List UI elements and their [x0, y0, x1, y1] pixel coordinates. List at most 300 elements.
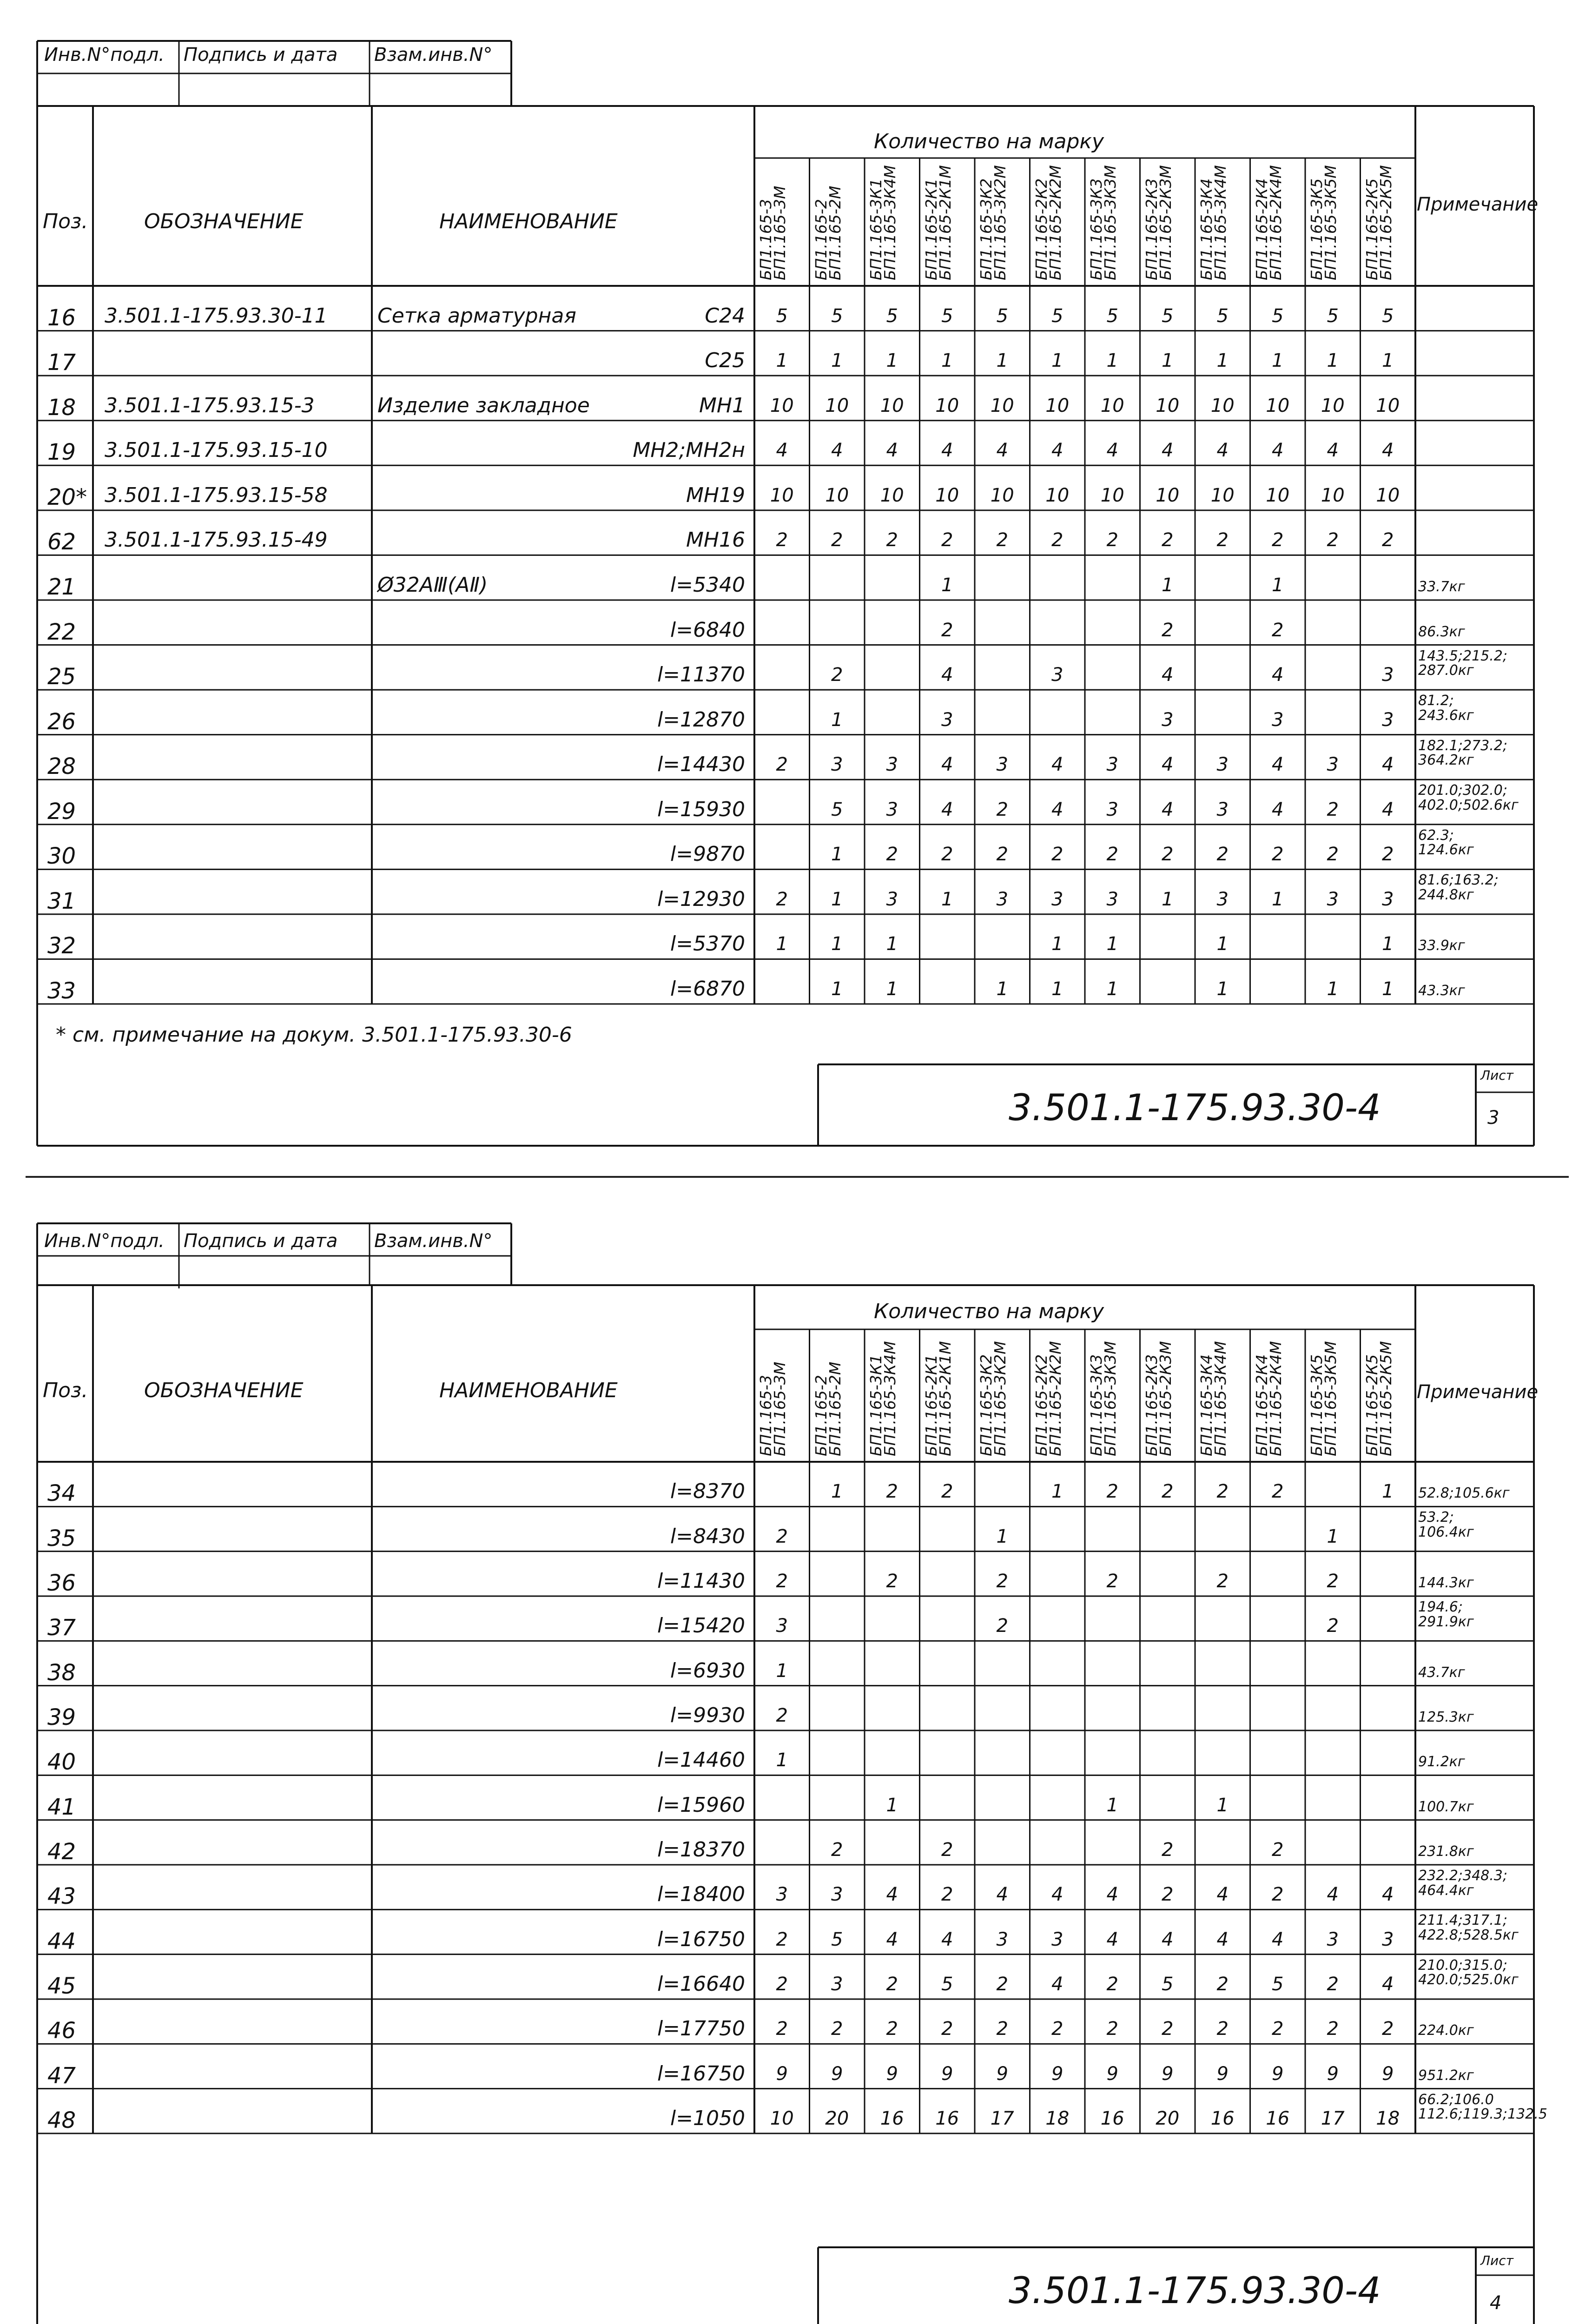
qty-cell: 2 [1327, 844, 1339, 865]
qty-cell: 2 [941, 529, 953, 551]
qty-cell: 3 [996, 888, 1008, 910]
qty-cell: 4 [941, 754, 953, 776]
row-note: 210.0;315.0; 420.0;525.0кг [1418, 1957, 1519, 1988]
qty-cell: 3 [1051, 1928, 1064, 1950]
qty-cell: 1 [886, 933, 898, 955]
qty-cell: 1 [831, 844, 843, 865]
stamp-replace-label: Взам.инв.N° [374, 1230, 493, 1252]
qty-cell: 2 [1327, 1974, 1339, 1995]
qty-cell: 5 [1162, 305, 1174, 327]
qty-cell: 2 [1216, 2018, 1229, 2040]
row-note: 81.6;163.2; 244.8кг [1418, 872, 1499, 903]
mark-label: БП1.165-2К2М [1046, 1341, 1064, 1456]
mark-label: БП1.165-3К3М [1101, 165, 1119, 280]
qty-cell: 2 [1272, 619, 1284, 641]
row-mark: l=16750 [657, 2061, 745, 2086]
qty-cell: 1 [1051, 978, 1064, 1000]
qty-cell: 2 [941, 1839, 953, 1861]
row-pos: 28 [47, 753, 76, 780]
qty-cell: 5 [831, 799, 843, 820]
row-name: Изделие закладное [377, 393, 590, 417]
qty-cell: 2 [886, 2018, 898, 2040]
row-name: Сетка арматурная [377, 304, 576, 328]
row-pos: 21 [47, 574, 76, 600]
sheet2-grid [0, 1190, 1592, 2324]
col-header-note: Примечание [1417, 194, 1539, 215]
qty-cell: 1 [1162, 350, 1174, 372]
qty-cell: 20 [1156, 2108, 1180, 2129]
row-mark: l=18370 [657, 1838, 745, 1862]
qty-cell: 4 [941, 440, 953, 462]
row-pos: 20* [47, 484, 87, 510]
row-designation: 3.501.1-175.93.30-11 [105, 304, 328, 328]
qty-cell: 2 [1106, 1571, 1118, 1592]
qty-cell: 5 [1051, 305, 1064, 327]
qty-cell: 2 [776, 888, 788, 910]
qty-cell: 10 [1045, 395, 1070, 416]
qty-cell: 3 [1327, 888, 1339, 910]
qty-cell: 10 [1321, 484, 1345, 506]
qty-cell: 9 [996, 2063, 1008, 2085]
qty-cell: 4 [886, 1928, 898, 1950]
qty-cell: 2 [831, 1839, 843, 1861]
qty-cell: 1 [1216, 933, 1229, 955]
qty-cell: 2 [776, 1571, 788, 1592]
row-mark: l=15420 [657, 1614, 745, 1638]
row-note: 52.8;105.6кг [1418, 1485, 1510, 1502]
row-note: 53.2; 106.4кг [1418, 1509, 1474, 1540]
mark-label: БП1.165-2К1 [922, 178, 940, 280]
qty-cell: 9 [1216, 2063, 1229, 2085]
qty-cell: 2 [1106, 1974, 1118, 1995]
qty-cell: 5 [1162, 1974, 1174, 1995]
qty-cell: 2 [1106, 1481, 1118, 1503]
row-mark: l=12870 [657, 707, 745, 732]
qty-cell: 1 [1327, 978, 1339, 1000]
row-pos: 19 [47, 439, 76, 466]
qty-cell: 2 [1051, 844, 1064, 865]
qty-cell: 3 [831, 754, 843, 776]
qty-cell: 2 [1162, 2018, 1174, 2040]
qty-cell: 1 [1382, 933, 1394, 955]
qty-cell: 2 [831, 529, 843, 551]
mark-label: БП1.165-3К1 [867, 178, 885, 280]
qty-cell: 4 [1382, 799, 1394, 820]
row-pos: 26 [47, 708, 76, 735]
row-mark: l=17750 [657, 2017, 745, 2041]
qty-cell: 1 [1272, 574, 1284, 596]
row-mark: l=6870 [670, 977, 745, 1001]
mark-label: БП1.165-3К2 [977, 1354, 995, 1456]
row-pos: 41 [47, 1794, 76, 1820]
qty-cell: 2 [941, 844, 953, 865]
row-note: 33.9кг [1418, 938, 1465, 954]
row-pos: 43 [47, 1883, 76, 1910]
sheet-separator [26, 1176, 1569, 1178]
qty-cell: 2 [1382, 844, 1394, 865]
row-pos: 44 [47, 1928, 76, 1954]
qty-cell: 1 [1216, 350, 1229, 372]
mark-label: БП1.165-3К3 [1087, 1354, 1105, 1456]
qty-cell: 2 [1216, 1481, 1229, 1503]
qty-cell: 3 [886, 754, 898, 776]
row-pos: 45 [47, 1973, 76, 1999]
qty-cell: 2 [1382, 2018, 1394, 2040]
qty-cell: 2 [1382, 529, 1394, 551]
row-note: 33.7кг [1418, 578, 1465, 595]
qty-cell: 2 [886, 1481, 898, 1503]
qty-cell: 3 [1106, 754, 1118, 776]
qty-cell: 10 [770, 2108, 794, 2129]
mark-label: БП1.165-2К5 [1362, 178, 1381, 280]
qty-cell: 16 [1266, 2108, 1290, 2129]
qty-cell: 1 [1382, 350, 1394, 372]
qty-cell: 10 [1156, 484, 1180, 506]
qty-cell: 9 [1382, 2063, 1394, 2085]
qty-cell: 1 [1051, 1481, 1064, 1503]
qty-cell: 2 [941, 1481, 953, 1503]
qty-cell: 3 [1327, 1928, 1339, 1950]
qty-cell: 4 [1216, 1884, 1229, 1906]
qty-cell: 10 [1045, 484, 1070, 506]
row-mark: l=8370 [670, 1479, 745, 1504]
qty-cell: 10 [1100, 395, 1124, 416]
qty-cell: 2 [1327, 1571, 1339, 1592]
qty-cell: 1 [1327, 1525, 1339, 1547]
qty-cell: 10 [770, 484, 794, 506]
mark-label: БП1.165-2К2 [1032, 1354, 1050, 1456]
row-note: 224.0кг [1418, 2022, 1474, 2039]
qty-cell: 4 [1216, 1928, 1229, 1950]
qty-cell: 16 [880, 2108, 904, 2129]
qty-cell: 2 [886, 1974, 898, 1995]
qty-cell: 18 [1045, 2108, 1070, 2129]
mark-label: БП1.165-3М [771, 1361, 789, 1456]
mark-label: БП1.165-2К3 [1142, 1354, 1161, 1456]
mark-label: БП1.165-2К4М [1266, 165, 1285, 280]
qty-cell: 2 [831, 2018, 843, 2040]
stamp-sign-label: Подпись и дата [184, 44, 338, 66]
qty-cell: 10 [1266, 484, 1290, 506]
row-designation: 3.501.1-175.93.15-49 [105, 528, 328, 552]
mark-label: БП1.165-3 [757, 1375, 775, 1456]
row-note: 201.0;302.0; 402.0;502.6кг [1418, 782, 1519, 813]
list-label: Лист [1480, 2253, 1513, 2268]
qty-cell: 1 [831, 709, 843, 731]
doc-code: 3.501.1-175.93.30-4 [1009, 2270, 1381, 2312]
qty-cell: 2 [776, 754, 788, 776]
qty-cell: 3 [1216, 888, 1229, 910]
mark-label: БП1.165-3К4М [1211, 165, 1229, 280]
row-mark: l=14460 [657, 1748, 745, 1772]
row-pos: 22 [47, 619, 76, 645]
row-designation: 3.501.1-175.93.15-10 [105, 438, 328, 462]
mark-label: БП1.165-3К5М [1321, 1341, 1340, 1456]
mark-label: БП1.165-2М [826, 185, 844, 280]
qty-cell: 2 [941, 2018, 953, 2040]
row-note: 125.3кг [1418, 1709, 1474, 1725]
qty-cell: 3 [1216, 754, 1229, 776]
qty-cell: 5 [886, 305, 898, 327]
qty-cell: 2 [1162, 1839, 1174, 1861]
qty-cell: 3 [1216, 799, 1229, 820]
row-pos: 40 [47, 1749, 76, 1776]
qty-cell: 10 [1156, 395, 1180, 416]
row-mark: l=12930 [657, 887, 745, 911]
qty-cell: 1 [831, 350, 843, 372]
col-header-note: Примечание [1417, 1381, 1539, 1403]
footnote: * см. примечание на докум. 3.501.1-175.93.30-6 [56, 1023, 572, 1047]
row-note: 231.8кг [1418, 1843, 1474, 1860]
qty-cell: 3 [941, 709, 953, 731]
qty-cell: 2 [996, 1974, 1008, 1995]
qty-cell: 5 [1382, 305, 1394, 327]
qty-cell: 18 [1376, 2108, 1400, 2129]
qty-cell: 4 [1051, 754, 1064, 776]
qty-cell: 4 [1327, 440, 1339, 462]
qty-cell: 4 [886, 1884, 898, 1906]
row-note: 86.3кг [1418, 623, 1465, 640]
qty-cell: 9 [886, 2063, 898, 2085]
qty-cell: 4 [1327, 1884, 1339, 1906]
row-pos: 46 [47, 2018, 76, 2044]
qty-cell: 2 [1106, 844, 1118, 865]
row-pos: 37 [47, 1615, 76, 1641]
qty-cell: 1 [1051, 933, 1064, 955]
row-pos: 16 [47, 304, 76, 331]
col-header-qty: Количество на марку [874, 130, 1104, 153]
row-designation: 3.501.1-175.93.15-3 [105, 393, 315, 417]
mark-label: БП1.165-3К2М [991, 1341, 1009, 1456]
qty-cell: 10 [1376, 484, 1400, 506]
qty-cell: 10 [935, 395, 959, 416]
qty-cell: 2 [776, 1928, 788, 1950]
qty-cell: 4 [1272, 799, 1284, 820]
mark-label: БП1.165-3К4 [1197, 178, 1215, 280]
qty-cell: 4 [1051, 799, 1064, 820]
mark-label: БП1.165-3К4М [881, 165, 899, 280]
qty-cell: 1 [1106, 350, 1118, 372]
qty-cell: 3 [1106, 888, 1118, 910]
qty-cell: 2 [776, 1525, 788, 1547]
qty-cell: 1 [996, 350, 1008, 372]
col-header-naim: НАИМЕНОВАНИЕ [439, 210, 618, 233]
stamp-inv-label: Инв.N°подл. [44, 1230, 165, 1252]
qty-cell: 4 [1051, 440, 1064, 462]
row-note: 182.1;273.2; 364.2кг [1418, 737, 1507, 769]
qty-cell: 2 [996, 1571, 1008, 1592]
mark-label: БП1.165-2К3М [1156, 1341, 1175, 1456]
row-pos: 47 [47, 2062, 76, 2089]
qty-cell: 1 [776, 933, 788, 955]
qty-cell: 4 [941, 799, 953, 820]
row-pos: 38 [47, 1659, 76, 1686]
qty-cell: 1 [831, 978, 843, 1000]
qty-cell: 10 [770, 395, 794, 416]
qty-cell: 3 [831, 1884, 843, 1906]
qty-cell: 2 [1106, 529, 1118, 551]
qty-cell: 1 [1162, 888, 1174, 910]
mark-label: БП1.165-2К2М [1046, 165, 1064, 280]
qty-cell: 1 [941, 888, 953, 910]
qty-cell: 9 [1272, 2063, 1284, 2085]
qty-cell: 4 [1106, 1928, 1118, 1950]
row-mark: l=11430 [657, 1569, 745, 1593]
sheet-page-4 [0, 1190, 1592, 2324]
row-pos: 33 [47, 978, 76, 1004]
qty-cell: 3 [886, 888, 898, 910]
col-header-qty: Количество на марку [874, 1300, 1104, 1323]
qty-cell: 2 [1051, 529, 1064, 551]
qty-cell: 2 [941, 619, 953, 641]
row-pos: 62 [47, 529, 76, 555]
qty-cell: 4 [1162, 799, 1174, 820]
qty-cell: 9 [1162, 2063, 1174, 2085]
col-header-oboz: ОБОЗНАЧЕНИЕ [144, 210, 304, 233]
qty-cell: 2 [776, 529, 788, 551]
qty-cell: 3 [1327, 754, 1339, 776]
qty-cell: 2 [1162, 844, 1174, 865]
qty-cell: 20 [825, 2108, 849, 2129]
qty-cell: 3 [776, 1615, 788, 1637]
qty-cell: 4 [1272, 664, 1284, 686]
qty-cell: 3 [1382, 888, 1394, 910]
qty-cell: 3 [1051, 664, 1064, 686]
row-note: 143.5;215.2; 287.0кг [1418, 647, 1507, 679]
qty-cell: 4 [1162, 664, 1174, 686]
qty-cell: 5 [831, 1928, 843, 1950]
qty-cell: 2 [1106, 2018, 1118, 2040]
qty-cell: 2 [996, 529, 1008, 551]
row-pos: 29 [47, 798, 76, 825]
row-pos: 25 [47, 664, 76, 690]
mark-label: БП1.165-3К4М [881, 1341, 899, 1456]
qty-cell: 10 [825, 395, 849, 416]
qty-cell: 2 [1272, 1884, 1284, 1906]
qty-cell: 3 [1106, 799, 1118, 820]
mark-label: БП1.165-2К4 [1252, 1354, 1271, 1456]
row-mark: l=14430 [657, 753, 745, 777]
row-pos: 42 [47, 1839, 76, 1865]
col-header-pos: Поз. [43, 1379, 88, 1402]
qty-cell: 1 [1382, 978, 1394, 1000]
row-note: 194.6; 291.9кг [1418, 1599, 1474, 1630]
qty-cell: 2 [1327, 529, 1339, 551]
qty-cell: 4 [831, 440, 843, 462]
col-header-pos: Поз. [43, 210, 88, 233]
mark-label: БП1.165-3К5 [1308, 178, 1326, 280]
qty-cell: 1 [1051, 350, 1064, 372]
row-mark: l=6840 [670, 618, 745, 642]
row-pos: 48 [47, 2107, 76, 2133]
qty-cell: 9 [1051, 2063, 1064, 2085]
row-mark: МН19 [686, 483, 745, 507]
qty-cell: 2 [1272, 1839, 1284, 1861]
qty-cell: 3 [886, 799, 898, 820]
qty-cell: 1 [886, 978, 898, 1000]
mark-label: БП1.165-2К3 [1142, 178, 1161, 280]
qty-cell: 9 [831, 2063, 843, 2085]
qty-cell: 2 [996, 2018, 1008, 2040]
row-mark: l=5370 [670, 932, 745, 956]
qty-cell: 9 [1327, 2063, 1339, 2085]
qty-cell: 2 [886, 529, 898, 551]
row-name: Ø32АⅢ(АⅡ) [377, 573, 488, 597]
qty-cell: 2 [1162, 529, 1174, 551]
row-mark: МН2;МН2н [633, 438, 745, 462]
mark-label: БП1.165-3К5М [1321, 165, 1340, 280]
qty-cell: 1 [1106, 1794, 1118, 1816]
qty-cell: 4 [1051, 1884, 1064, 1906]
qty-cell: 2 [1162, 1481, 1174, 1503]
row-mark: МН16 [686, 528, 745, 552]
qty-cell: 4 [996, 1884, 1008, 1906]
qty-cell: 3 [996, 754, 1008, 776]
qty-cell: 10 [1100, 484, 1124, 506]
qty-cell: 2 [941, 1884, 953, 1906]
row-mark: l=11370 [657, 663, 745, 687]
qty-cell: 2 [996, 844, 1008, 865]
qty-cell: 2 [1327, 799, 1339, 820]
row-pos: 31 [47, 888, 76, 914]
qty-cell: 10 [1376, 395, 1400, 416]
row-mark: l=1050 [670, 2106, 745, 2130]
qty-cell: 1 [996, 1525, 1008, 1547]
row-pos: 17 [47, 350, 76, 376]
stamp-sign-label: Подпись и дата [184, 1230, 338, 1252]
row-pos: 39 [47, 1704, 76, 1730]
row-pos: 18 [47, 394, 76, 421]
qty-cell: 4 [941, 1928, 953, 1950]
qty-cell: 3 [1382, 664, 1394, 686]
row-note: 211.4;317.1; 422.8;528.5кг [1418, 1912, 1519, 1943]
row-pos: 35 [47, 1525, 76, 1552]
stamp-replace-label: Взам.инв.N° [374, 44, 493, 66]
qty-cell: 17 [1321, 2108, 1345, 2129]
qty-cell: 10 [1266, 395, 1290, 416]
qty-cell: 5 [831, 305, 843, 327]
mark-label: БП1.165-3К1 [867, 1354, 885, 1456]
qty-cell: 10 [1210, 484, 1235, 506]
list-label: Лист [1480, 1068, 1513, 1083]
qty-cell: 2 [1216, 1571, 1229, 1592]
qty-cell: 1 [1382, 1481, 1394, 1503]
qty-cell: 4 [1382, 440, 1394, 462]
qty-cell: 2 [996, 799, 1008, 820]
qty-cell: 9 [1106, 2063, 1118, 2085]
qty-cell: 4 [1162, 440, 1174, 462]
mark-label: БП1.165-2К2 [1032, 178, 1050, 280]
qty-cell: 1 [941, 350, 953, 372]
row-note: 144.3кг [1418, 1575, 1474, 1591]
row-mark: l=6930 [670, 1658, 745, 1683]
row-pos: 32 [47, 933, 76, 959]
qty-cell: 5 [996, 305, 1008, 327]
qty-cell: 4 [1272, 754, 1284, 776]
qty-cell: 2 [1216, 1974, 1229, 1995]
qty-cell: 2 [1216, 844, 1229, 865]
qty-cell: 2 [1216, 529, 1229, 551]
mark-label: БП1.165-2К5 [1362, 1354, 1381, 1456]
qty-cell: 4 [1272, 440, 1284, 462]
qty-cell: 2 [1327, 2018, 1339, 2040]
qty-cell: 5 [1216, 305, 1229, 327]
row-mark: l=9870 [670, 842, 745, 866]
qty-cell: 2 [1162, 619, 1174, 641]
qty-cell: 1 [1106, 933, 1118, 955]
row-mark: l=8430 [670, 1524, 745, 1548]
qty-cell: 5 [941, 305, 953, 327]
